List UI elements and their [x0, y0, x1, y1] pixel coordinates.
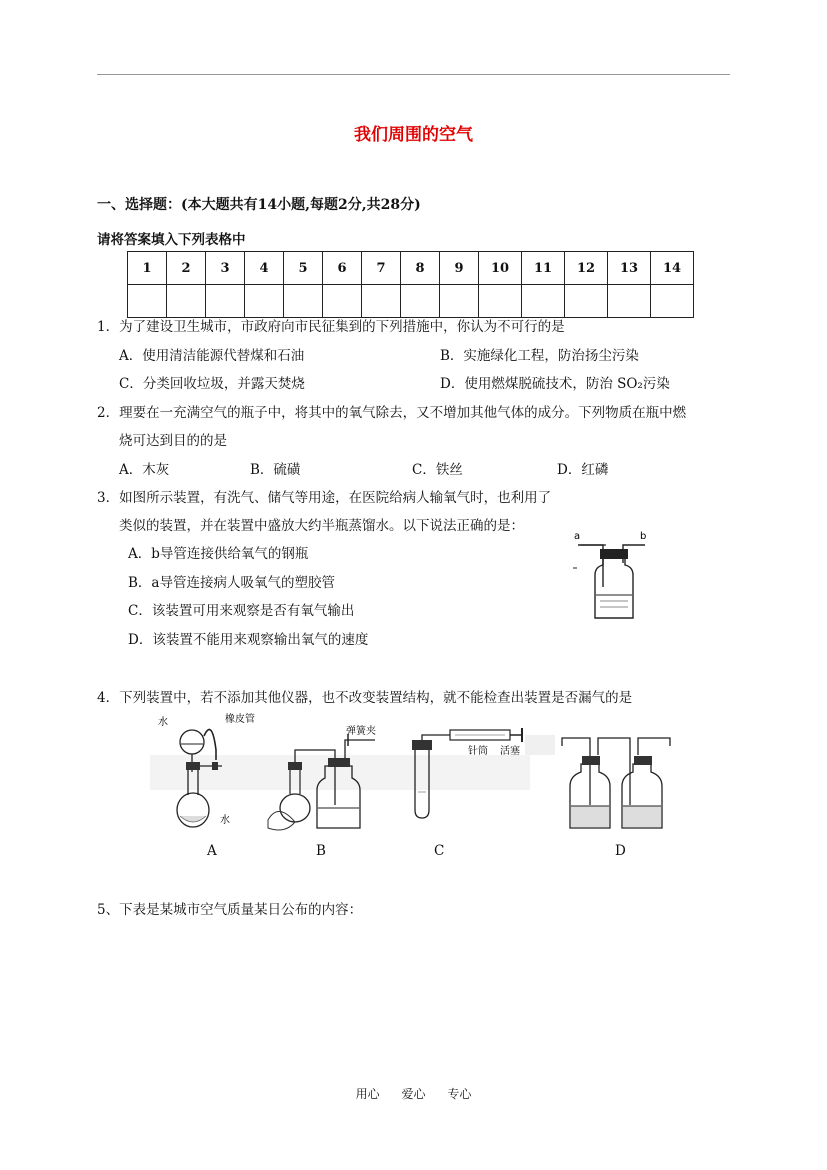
q3-option-d: D．该装置不能用来观察输出氧气的速度 — [128, 632, 369, 648]
answer-number: 4 — [245, 252, 284, 285]
label-water-bottom: 水 — [220, 815, 230, 826]
page-footer — [0, 1085, 827, 1102]
footer-item: 用心 — [355, 1087, 380, 1101]
q3-stem-line2: 类似的装置，并在装置中盛放大约半瓶蒸馏水。以下说法正确的是： — [119, 518, 524, 534]
footer-item: 专心 — [447, 1087, 472, 1101]
q2-option-a: A．木灰 — [119, 462, 170, 478]
tube-label-b: b — [640, 531, 647, 542]
answer-number: 14 — [651, 252, 694, 285]
footer-item: 爱心 — [401, 1087, 426, 1101]
answer-table-input-row — [128, 285, 694, 318]
gas-washing-bottle-figure — [565, 525, 665, 625]
q2-option-b: B．硫磺 — [250, 462, 301, 478]
label-rubber-tube: 橡皮管 — [225, 714, 255, 725]
label-water-top: 水 — [158, 717, 168, 728]
q4-option-b-label: B — [316, 843, 326, 859]
q4-option-d-label: D — [615, 843, 626, 859]
q1-option-c: C．分类回收垃圾，并露天焚烧 — [119, 376, 305, 392]
answer-number: 11 — [522, 252, 565, 285]
q4-option-a-label: A — [207, 843, 217, 859]
q2-stem-line2: 烧可达到目的的是 — [119, 433, 227, 449]
q5-stem: 5、下表是某城市空气质量某日公布的内容： — [97, 902, 363, 918]
q2-stem-line1: 2．理要在一充满空气的瓶子中，将其中的氧气除去，又不增加其他气体的成分。下列物质在瓶中燃 — [97, 405, 687, 421]
q2-option-d: D．红磷 — [557, 462, 609, 478]
q1-option-a: A．使用清洁能源代替煤和石油 — [119, 348, 305, 364]
q1-option-d: D．使用燃煤脱硫技术，防治 SO₂污染 — [440, 376, 670, 392]
answer-number: 10 — [479, 252, 522, 285]
page-title: 我们周围的空气 — [354, 125, 473, 145]
answer-number: 12 — [565, 252, 608, 285]
answer-cell[interactable] — [362, 285, 401, 318]
label-syringe: 针筒 — [468, 746, 488, 757]
answer-cell[interactable] — [608, 285, 651, 318]
q4-option-c-label: C — [434, 843, 445, 859]
answer-cell[interactable] — [245, 285, 284, 318]
label-piston: 活塞 — [500, 746, 520, 757]
answer-cell[interactable] — [323, 285, 362, 318]
tube-label-a: a — [574, 531, 581, 542]
answer-number: 13 — [608, 252, 651, 285]
table-instruction: 请将答案填入下列表格中 — [97, 232, 246, 248]
answer-number: 6 — [323, 252, 362, 285]
q4-stem: 4．下列装置中，若不添加其他仪器，也不改变装置结构，就不能检查出装置是否漏气的是 — [97, 690, 633, 706]
answer-cell[interactable] — [522, 285, 565, 318]
q2-option-c: C．铁丝 — [412, 462, 463, 478]
answer-cell[interactable] — [401, 285, 440, 318]
label-clamp: 弹簧夹 — [346, 726, 376, 737]
q1-option-b: B．实施绿化工程，防治扬尘污染 — [440, 348, 639, 364]
answer-number: 9 — [440, 252, 479, 285]
header-rule — [97, 74, 730, 75]
answer-number: 3 — [206, 252, 245, 285]
answer-number: 8 — [401, 252, 440, 285]
answer-number: 1 — [128, 252, 167, 285]
answer-cell[interactable] — [440, 285, 479, 318]
apparatus-d — [562, 738, 670, 828]
answer-number: 2 — [167, 252, 206, 285]
answer-cell[interactable] — [651, 285, 694, 318]
q3-option-c: C．该装置可用来观察是否有氧气输出 — [128, 603, 355, 619]
answer-table-header-row — [128, 252, 694, 285]
q3-stem-line1: 3．如图所示装置，有洗气、储气等用途，在医院给病人输氧气时，也利用了 — [97, 490, 552, 506]
answer-number: 5 — [284, 252, 323, 285]
answer-table — [127, 251, 694, 318]
q3-option-b: B．a导管连接病人吸氧气的塑胶管 — [128, 575, 335, 591]
answer-cell[interactable] — [206, 285, 245, 318]
answer-number: 7 — [362, 252, 401, 285]
q3-option-a: A．b导管连接供给氧气的钢瓶 — [128, 546, 309, 562]
q1-stem: 1．为了建设卫生城市，市政府向市民征集到的下列措施中，你认为不可行的是 — [97, 319, 565, 335]
answer-cell[interactable] — [167, 285, 206, 318]
answer-cell[interactable] — [284, 285, 323, 318]
answer-cell[interactable] — [565, 285, 608, 318]
answer-cell[interactable] — [128, 285, 167, 318]
answer-cell[interactable] — [479, 285, 522, 318]
q4-apparatus-figure — [150, 710, 700, 835]
section-heading: 一、选择题：(本大题共有14小题,每题2分,共28分) — [97, 197, 421, 213]
